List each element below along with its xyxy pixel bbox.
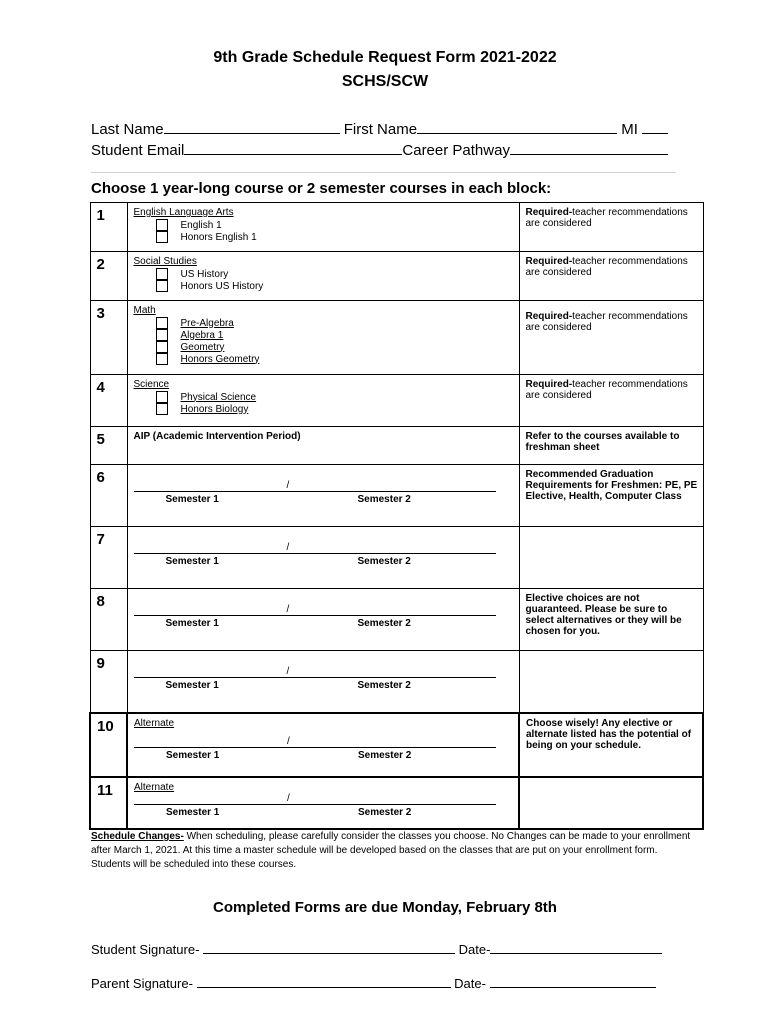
aip-label: AIP (Academic Intervention Period) <box>133 431 301 442</box>
block-courses <box>127 203 519 252</box>
email-row <box>91 140 668 159</box>
parent-signature-field[interactable] <box>197 973 451 988</box>
block-courses <box>127 301 519 375</box>
block-row-4 <box>90 375 703 427</box>
alternate-label: Alternate <box>134 781 175 793</box>
block-number: 5 <box>90 427 127 465</box>
course-name: English 1 <box>180 219 222 231</box>
student-signature-label: Student Signature- <box>91 942 200 957</box>
block-note <box>519 203 703 252</box>
checkbox[interactable] <box>156 280 168 292</box>
block-courses <box>127 589 519 651</box>
note-text: teacher recommendations are considered <box>525 256 688 278</box>
schedule-changes-lead: Schedule Changes- <box>91 831 184 842</box>
checkbox[interactable] <box>156 403 168 415</box>
block-courses <box>127 252 519 301</box>
block-note <box>519 375 703 427</box>
semester-1-label: Semester 1 <box>165 556 219 567</box>
slash: / <box>287 792 290 804</box>
block-row-2 <box>90 252 703 301</box>
subject-label: Social Studies <box>133 256 197 267</box>
course-name: Geometry <box>180 341 225 353</box>
checkbox[interactable] <box>156 341 168 353</box>
date-label: Date- <box>454 976 486 991</box>
course-option[interactable] <box>156 219 514 231</box>
block-note <box>519 252 703 301</box>
block-row-6 <box>90 465 703 527</box>
course-option[interactable] <box>156 280 514 292</box>
semester-labels <box>134 494 514 506</box>
block-note <box>519 651 703 713</box>
course-option[interactable] <box>156 403 514 415</box>
semester-line[interactable] <box>134 794 496 805</box>
semester-2-label: Semester 2 <box>357 556 411 567</box>
block-number: 2 <box>90 252 127 301</box>
course-name: Honors Geometry <box>180 353 260 365</box>
checkbox[interactable] <box>156 329 168 341</box>
course-name: Honors English 1 <box>180 231 257 243</box>
blocks-table <box>89 202 704 830</box>
block-courses <box>127 465 519 527</box>
alternate-label: Alternate <box>134 717 175 729</box>
block-row-5 <box>90 427 703 465</box>
mi-field[interactable] <box>642 119 668 134</box>
block-number: 3 <box>90 301 127 375</box>
semester-labels <box>134 807 513 819</box>
block-courses <box>127 713 519 777</box>
semester-1-label: Semester 1 <box>166 806 220 818</box>
subject-label: Math <box>133 305 156 316</box>
course-option[interactable] <box>156 341 514 353</box>
course-option[interactable] <box>156 317 514 329</box>
divider <box>91 172 676 173</box>
block-row-9 <box>90 651 703 713</box>
block-number: 1 <box>90 203 127 252</box>
block-row-1 <box>90 203 703 252</box>
slash: / <box>286 480 290 491</box>
student-email-label: Student Email <box>91 142 185 159</box>
semester-labels <box>134 680 514 692</box>
course-name: Algebra 1 <box>180 329 224 341</box>
checkbox[interactable] <box>156 231 168 243</box>
course-option[interactable] <box>156 268 514 280</box>
block-number: 11 <box>90 777 127 829</box>
slash: / <box>286 542 290 553</box>
course-name: US History <box>180 268 229 280</box>
semester-2-label: Semester 2 <box>357 618 411 629</box>
block-number: 6 <box>90 465 127 527</box>
course-option[interactable] <box>156 329 514 341</box>
semester-1-label: Semester 1 <box>165 494 219 505</box>
block-courses <box>127 375 519 427</box>
semester-line[interactable] <box>134 737 496 748</box>
note-text: teacher recommendations are considered <box>525 379 688 401</box>
course-name: Honors Biology <box>180 403 249 415</box>
block-row-11 <box>90 777 703 829</box>
required-label: Required- <box>525 256 573 267</box>
slash: / <box>286 604 290 615</box>
block-number: 10 <box>90 713 127 777</box>
block-row-3 <box>90 301 703 375</box>
checkbox[interactable] <box>156 317 168 329</box>
student-signature-row <box>91 939 662 957</box>
student-email-field[interactable] <box>184 140 402 155</box>
career-pathway-label: Career Pathway <box>402 142 510 159</box>
course-name: Pre-Algebra <box>180 317 234 329</box>
semester-line[interactable] <box>134 667 496 678</box>
note-text: teacher recommendations are considered <box>525 311 688 333</box>
semester-2-label: Semester 2 <box>358 806 412 818</box>
subject-label: English Language Arts <box>133 207 234 218</box>
semester-2-label: Semester 2 <box>358 749 412 761</box>
block-number: 7 <box>90 527 127 589</box>
block-instructions: Choose 1 year-long course or 2 semester courses in each block: <box>91 180 552 197</box>
slash: / <box>286 666 290 677</box>
checkbox[interactable] <box>156 391 168 403</box>
semester-line[interactable] <box>134 543 496 554</box>
mi-label: MI <box>621 121 638 138</box>
form-title: 9th Grade Schedule Request Form 2021-2022 <box>213 49 557 66</box>
parent-signature-label: Parent Signature- <box>91 976 193 991</box>
block-row-10 <box>90 713 703 777</box>
course-name: Honors US History <box>180 280 264 292</box>
block-note <box>519 527 703 589</box>
required-label: Required- <box>525 207 573 218</box>
block-row-7 <box>90 527 703 589</box>
parent-signature-row <box>91 973 656 991</box>
last-name-label: Last Name <box>91 121 164 138</box>
checkbox[interactable] <box>156 268 168 280</box>
block-note: Choose wisely! Any elective or alternate listed has the potential of being on your schedule. <box>519 713 703 777</box>
form-subtitle: SCHS/SCW <box>341 73 429 90</box>
course-option[interactable] <box>156 391 514 403</box>
block-courses <box>127 777 519 829</box>
block-number: 9 <box>90 651 127 713</box>
semester-2-label: Semester 2 <box>357 680 411 691</box>
last-name-field[interactable] <box>164 119 340 134</box>
semester-line[interactable] <box>134 605 496 616</box>
name-row <box>91 119 668 138</box>
slash: / <box>287 735 290 747</box>
semester-1-label: Semester 1 <box>165 618 219 629</box>
block-courses <box>127 651 519 713</box>
semester-1-label: Semester 1 <box>166 749 220 761</box>
semester-line[interactable] <box>134 481 496 492</box>
block-note <box>519 301 703 375</box>
course-name: Physical Science <box>180 391 257 403</box>
first-name-label: First Name <box>343 121 418 138</box>
course-option[interactable] <box>156 231 514 243</box>
required-label: Required- <box>525 379 573 390</box>
schedule-changes-notice <box>91 830 691 872</box>
block-note: Refer to the courses available to freshman sheet <box>519 427 703 465</box>
parent-date-field[interactable] <box>490 973 656 988</box>
semester-labels <box>134 556 514 568</box>
checkbox[interactable] <box>156 353 168 365</box>
semester-labels <box>134 750 513 762</box>
student-signature-field[interactable] <box>203 939 455 954</box>
required-label: Required- <box>525 311 573 322</box>
block-note: Elective choices are not guaranteed. Please be sure to select alternatives or they will be chosen for you. <box>519 589 703 651</box>
semester-1-label: Semester 1 <box>165 680 219 691</box>
due-date-heading: Completed Forms are due Monday, February 8th <box>213 899 557 916</box>
block-note: Recommended Graduation Requirements for Freshmen: PE, PE Elective, Health, Computer Class <box>519 465 703 527</box>
block-number: 8 <box>90 589 127 651</box>
subject-label: Science <box>133 379 170 390</box>
first-name-field[interactable] <box>417 119 617 134</box>
date-label: Date- <box>458 942 491 957</box>
career-pathway-field[interactable] <box>510 140 668 155</box>
semester-2-label: Semester 2 <box>357 494 411 505</box>
schedule-changes-text: When scheduling, please carefully consider the classes you choose. No Changes can be made to your enrollment after March 1, 2021. At this time a master schedule will be developed based on the classes that are put on your enrollment form. Students will be scheduled into these courses. <box>91 831 691 870</box>
block-note <box>519 777 703 829</box>
block-courses <box>127 527 519 589</box>
block-number: 4 <box>90 375 127 427</box>
block-courses <box>127 427 519 465</box>
note-text: teacher recommendations are considered <box>525 207 688 229</box>
student-date-field[interactable] <box>490 939 662 954</box>
course-option[interactable] <box>156 353 514 365</box>
semester-labels <box>134 618 514 630</box>
checkbox[interactable] <box>156 219 168 231</box>
block-row-8 <box>90 589 703 651</box>
